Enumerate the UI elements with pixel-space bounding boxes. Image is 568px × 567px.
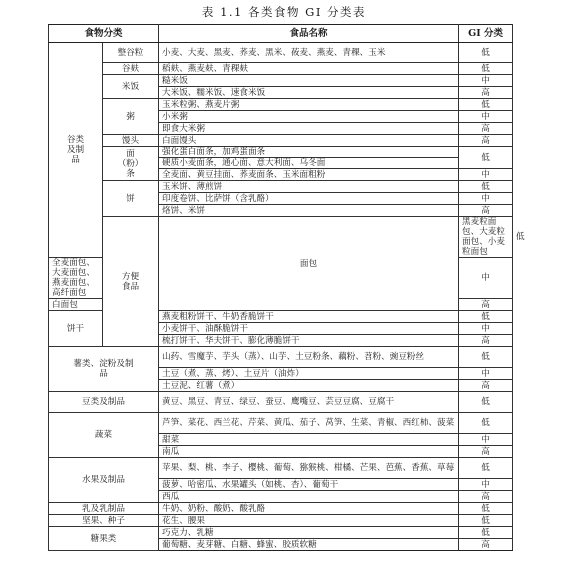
table-title: 表 1.1 各类食物 GI 分类表 — [201, 5, 367, 19]
food-name-cell: 葡萄糖、麦芽糖、白糖、蜂蜜、胶质软糖 — [159, 539, 459, 551]
subcategory-label: 面 （粉） 条 — [117, 148, 144, 179]
food-name-cell: 强化蛋白面条，加鸡蛋面条 — [159, 147, 459, 158]
food-name-cell: 大米饭、糯米饭、速食米饭 — [159, 87, 459, 99]
food-name-cell: 苹果、梨、桃、李子、樱桃、葡萄、猕猴桃、柑橘、芒果、芭蕉、香蕉、草莓 — [159, 458, 459, 479]
gi-value-cell: 高 — [459, 380, 513, 392]
gi-value-cell: 高 — [459, 87, 513, 99]
gi-value-cell: 低 — [459, 181, 513, 193]
subcategory-cell: 粥 — [103, 99, 159, 135]
gi-value-cell: 高 — [459, 299, 513, 311]
gi-value-cell: 低 — [459, 147, 513, 169]
gi-value-cell: 中 — [459, 75, 513, 87]
table-row — [49, 413, 513, 434]
food-name-cell: 菠萝、哈密瓜、水果罐头（如桃、杏）、葡萄干 — [159, 479, 459, 491]
table-row — [49, 503, 513, 515]
food-name-cell: 芦笋、菜花、西兰花、芹菜、黄瓜、茄子、莴笋、生菜、青椒、西红柿、菠菜 — [159, 413, 459, 434]
category-cell — [49, 43, 103, 258]
category-cell: 蔬菜 — [49, 413, 159, 458]
subcategory-cell — [103, 147, 159, 181]
food-name-cell: 糙米饭 — [159, 75, 459, 87]
gi-value-cell: 高 — [459, 205, 513, 217]
gi-value-cell: 高 — [459, 491, 513, 503]
category-cell: 糖果类 — [49, 527, 159, 551]
gi-value-cell: 低 — [459, 458, 513, 479]
category-cell: 豆类及制品 — [49, 392, 159, 413]
food-name-cell: 全麦面包、大麦面包、燕麦面包、高纤面包 — [49, 258, 103, 299]
subcategory-cell: 饼干 — [49, 311, 103, 347]
gi-value-cell: 低 — [459, 515, 513, 527]
category-label: 薯类、淀粉及制 品 — [73, 359, 134, 379]
table-row — [49, 147, 513, 158]
gi-value-cell: 中 — [459, 258, 513, 299]
food-name-cell: 白面馒头 — [159, 135, 459, 147]
food-name-cell: 山药、雪魔芋、芋头（蒸）、山芋、土豆粉条、藕粉、苕粉、豌豆粉丝 — [159, 347, 459, 368]
food-name-cell: 小麦、大麦、黑麦、荞麦、黑米、莜麦、燕麦、青稞、玉米 — [159, 43, 459, 63]
food-name-cell: 花生、腰果 — [159, 515, 459, 527]
food-name-cell: 玉米饼、薄煎饼 — [159, 181, 459, 193]
gi-value-cell: 低 — [459, 503, 513, 515]
table-row — [49, 75, 513, 87]
table-row — [49, 181, 513, 193]
category-label: 谷类 及制 品 — [66, 135, 85, 165]
food-name-cell: 全麦面、黄豆挂面、荞麦面条、玉米面粗粉 — [159, 169, 459, 181]
food-name-cell: 土豆泥、红薯（煮） — [159, 380, 459, 392]
category-cell: 水果及制品 — [49, 458, 159, 503]
table-row — [49, 527, 513, 539]
subcategory-cell: 整谷粒 — [103, 43, 159, 63]
subcategory-cell: 面包 — [159, 217, 459, 311]
category-label: 方便 食品 — [121, 271, 140, 292]
category-cell — [49, 347, 159, 392]
gi-value-cell: 低 — [459, 413, 513, 434]
food-name-cell: 黄豆、黑豆、青豆、绿豆、蚕豆、鹰嘴豆、芸豆豆腐、豆腐干 — [159, 392, 459, 413]
gi-value-cell: 低 — [459, 392, 513, 413]
subcategory-cell: 米饭 — [103, 75, 159, 99]
food-name-cell: 小麦饼干、油酥脆饼干 — [159, 323, 459, 335]
header-food-name: 食品名称 — [159, 25, 459, 43]
table-row: 方便 食品 面包 黑麦粒面包、大麦粒面包、小麦粒面包 低 — [49, 217, 513, 258]
food-name-cell: 巧克力、乳糖 — [159, 527, 459, 539]
subcategory-cell: 馒头 — [103, 135, 159, 147]
gi-value-cell: 中 — [459, 368, 513, 380]
food-name-cell: 甜菜 — [159, 434, 459, 446]
table-row — [49, 99, 513, 111]
gi-value-cell: 高 — [459, 135, 513, 147]
category-cell: 乳及乳制品 — [49, 503, 159, 515]
gi-value-cell: 高 — [459, 123, 513, 135]
food-name-cell: 牛奶、奶粉、酸奶、酸乳酪 — [159, 503, 459, 515]
gi-value-cell: 低 — [459, 347, 513, 368]
category-cell: 坚果、种子 — [49, 515, 159, 527]
gi-value-cell: 低 — [459, 311, 513, 323]
table-row — [49, 515, 513, 527]
gi-value-cell: 中 — [459, 323, 513, 335]
header-gi: GI 分类 — [459, 25, 513, 43]
food-name-cell: 印度卷饼、比萨饼（含乳酪） — [159, 193, 459, 205]
header-category: 食物分类 — [49, 25, 159, 43]
food-name-cell: 南瓜 — [159, 446, 459, 458]
food-name-cell: 土豆（煮、蒸、烤）、土豆片（油炸） — [159, 368, 459, 380]
table-header-row — [49, 25, 513, 43]
food-name-cell: 小米粥 — [159, 111, 459, 123]
food-name-cell: 硬质小麦面条，通心面、意大利面、乌冬面 — [159, 158, 459, 169]
food-name-cell: 稻麸、燕麦麸、青稞麸 — [159, 63, 459, 75]
food-name-cell: 西瓜 — [159, 491, 459, 503]
category-cell — [103, 217, 159, 347]
table-row — [49, 43, 513, 63]
gi-value-cell: 中 — [459, 193, 513, 205]
gi-value-cell: 中 — [459, 479, 513, 491]
gi-value-cell: 低 — [459, 43, 513, 63]
food-name-cell: 燕麦粗粉饼干、牛奶香脆饼干 — [159, 311, 459, 323]
food-name-cell: 黑麦粒面包、大麦粒面包、小麦粒面包 — [459, 217, 513, 258]
gi-value-cell: 中 — [459, 169, 513, 181]
subcategory-cell: 谷麸 — [103, 63, 159, 75]
gi-value-cell: 高 — [459, 446, 513, 458]
gi-value-cell: 低 — [459, 527, 513, 539]
table-row — [49, 63, 513, 75]
food-name-cell: 烙饼、米饼 — [159, 205, 459, 217]
gi-value-cell: 高 — [459, 539, 513, 551]
food-name-cell: 白面包 — [49, 299, 103, 311]
gi-classification-table — [48, 24, 525, 551]
table-row — [49, 135, 513, 147]
gi-value-cell: 中 — [459, 111, 513, 123]
subcategory-cell: 饼 — [103, 181, 159, 217]
table-row — [49, 458, 513, 479]
gi-value-cell: 中 — [459, 434, 513, 446]
gi-value-cell: 低 — [459, 99, 513, 111]
food-name-cell: 玉米粒粥、燕麦片粥 — [159, 99, 459, 111]
table-row — [49, 392, 513, 413]
gi-value-cell: 低 — [459, 63, 513, 75]
food-name-cell: 梳打饼干、华夫饼干、膨化薄脆饼干 — [159, 335, 459, 347]
gi-value-cell: 高 — [459, 335, 513, 347]
table-row — [49, 347, 513, 368]
food-name-cell: 即食大米粥 — [159, 123, 459, 135]
